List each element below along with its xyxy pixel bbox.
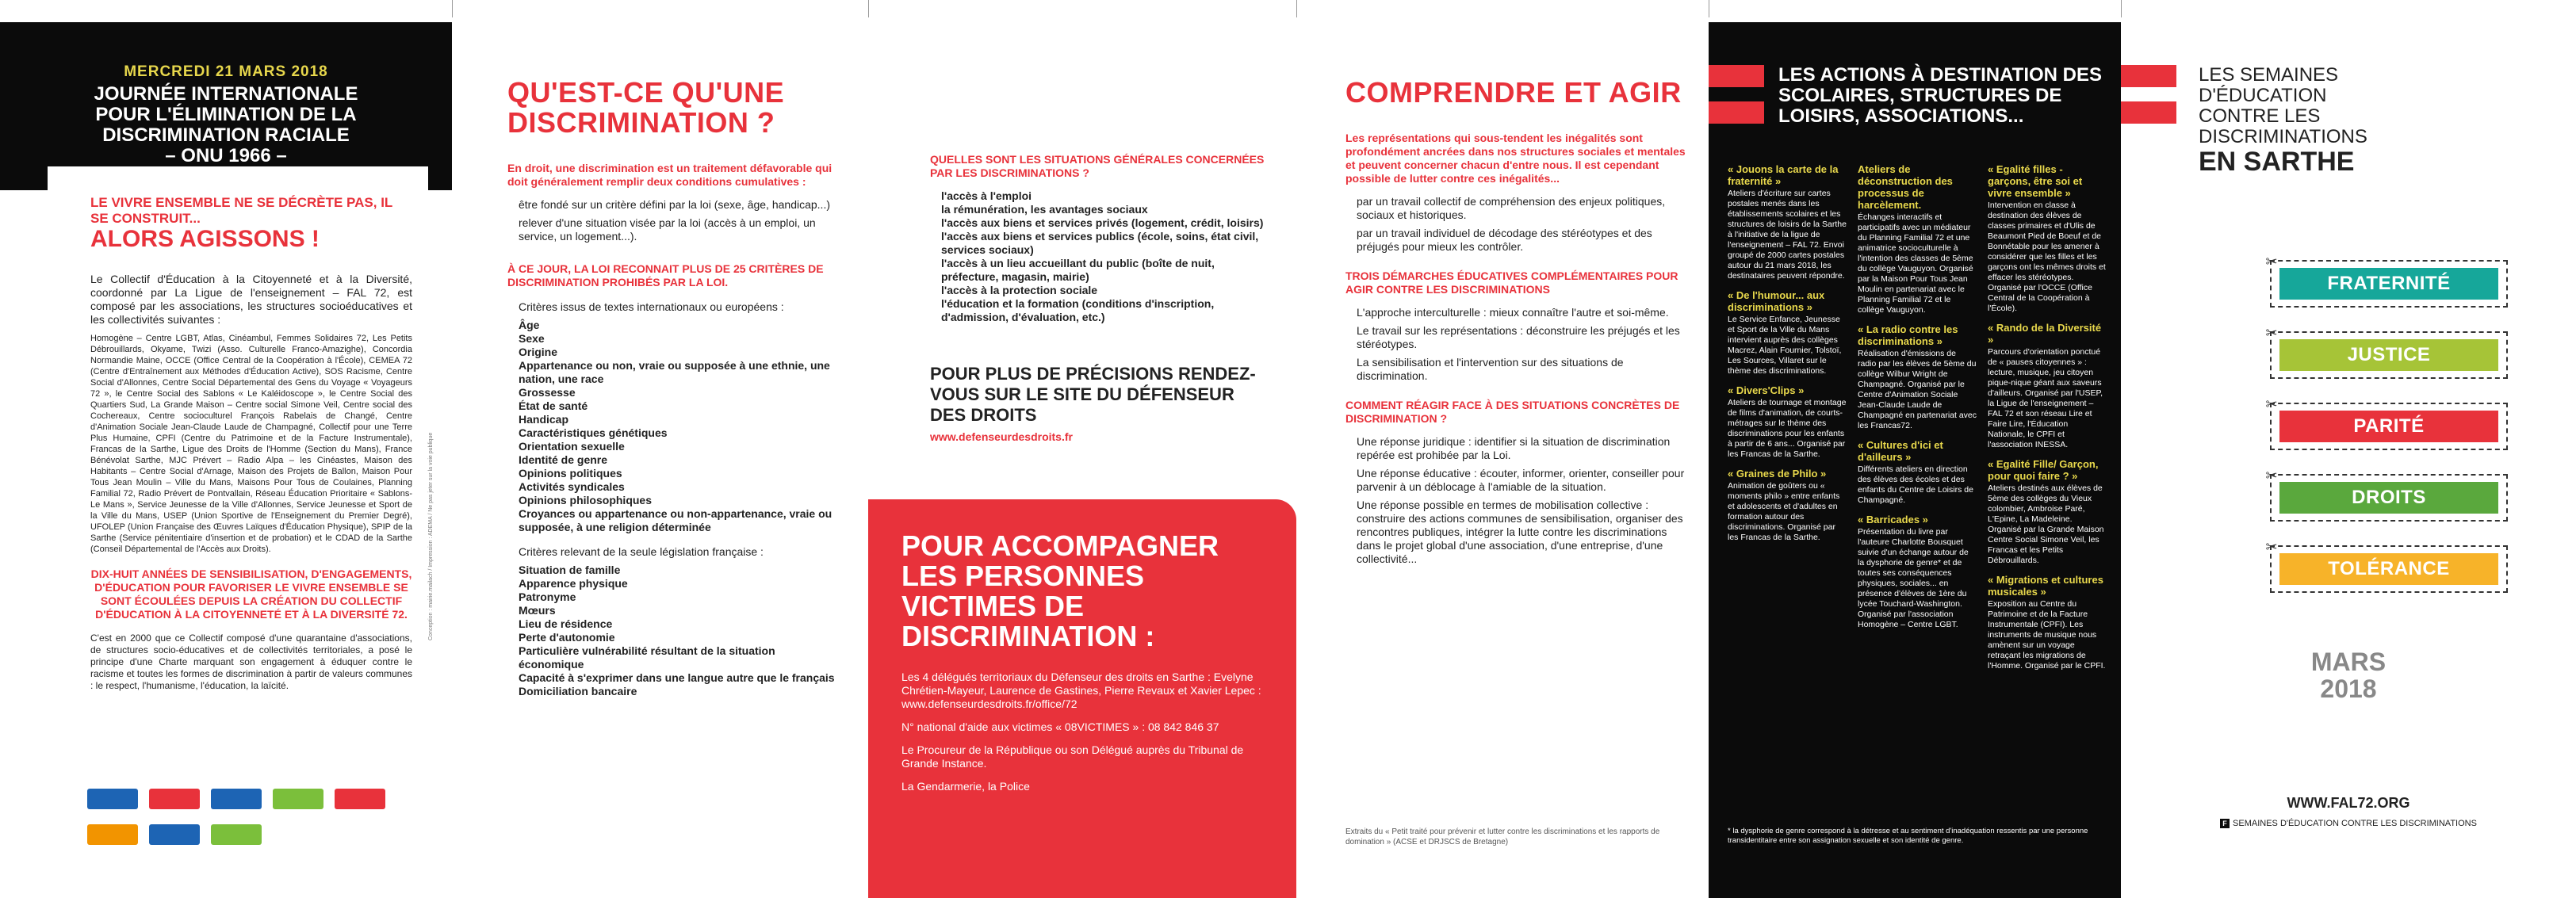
action-title: « Jouons la carte de la fraternité » bbox=[1728, 163, 1839, 187]
actions-column bbox=[1858, 155, 1977, 671]
value-label: JUSTICE bbox=[2279, 339, 2498, 371]
reponses-list bbox=[1357, 435, 1689, 566]
value-label: FRATERNITÉ bbox=[2279, 268, 2498, 300]
criteria-eu-intro: Critères issus de textes internationaux ou européens : bbox=[519, 300, 784, 313]
fold-mark bbox=[452, 0, 453, 17]
action-description: Exposition au Centre du Patrimoine et de la Facture Instrumentale (CPFI). Les instruments de musique nous amènent sur un voyage retraçant les migrations de l'Homme. Organisé par le CPFI. bbox=[1988, 599, 2106, 671]
value-label: PARITÉ bbox=[2279, 411, 2498, 442]
panel-definition bbox=[452, 22, 868, 898]
sources-note: Extraits du « Petit traité pour prévenir et lutter contre les discriminations et les rapports de domination » (ACSE et DRJSCS de Bretagne) bbox=[1345, 827, 1660, 846]
list-item: l'accès aux biens et services privés (logement, crédit, loisirs) bbox=[941, 216, 1264, 229]
action-description: Différents ateliers en direction des élèves des écoles et des enfants du Centre de Loisirs de Champagné. bbox=[1858, 464, 1973, 505]
criteria-subhead: À CE JOUR, LA LOI RECONNAIT PLUS DE 25 CRITÈRES DE DISCRIMINATION PROHIBÉS PAR LA LOI. bbox=[507, 262, 824, 289]
police-info: La Gendarmerie, la Police bbox=[901, 780, 1030, 793]
list-item: Particulière vulnérabilité résultant de la situation économique bbox=[519, 644, 775, 671]
list-item: Activités syndicales bbox=[519, 480, 625, 493]
procureur-info: Le Procureur de la République ou son Délégué auprès du Tribunal de Grande Instance. bbox=[901, 743, 1244, 770]
panel-cover-left bbox=[0, 22, 452, 898]
list-item: Origine bbox=[519, 346, 558, 358]
value-tag bbox=[2265, 467, 2508, 522]
actions-column bbox=[1988, 155, 2107, 671]
list-item: Domiciliation bancaire bbox=[519, 685, 637, 697]
action-title: Ateliers de déconstruction des processus de harcèlement. bbox=[1858, 163, 1953, 211]
fal72-website-link[interactable]: WWW.FAL72.ORG bbox=[2287, 795, 2410, 811]
list-item: L'approche interculturelle : mieux connaître l'autre et soi-même. bbox=[1357, 306, 1669, 319]
more-info-heading: POUR PLUS DE PRÉCISIONS RENDEZ-VOUS SUR LE SITE DU DÉFENSEUR DES DROITS bbox=[930, 364, 1256, 425]
partner-logo bbox=[149, 789, 200, 809]
fold-mark bbox=[2121, 0, 2122, 17]
action-title: « Graines de Philo » bbox=[1728, 468, 1827, 480]
action-description: Ateliers d'écriture sur cartes postales menés dans les établissements scolaires et les structures de loisirs de la Sarthe à l'initiative de la ligue de l'enseignement – FAL 72. Envoi groupé de 2000 cartes postales autour du 21 mars 2018, les destinataires peuvent répondre. bbox=[1728, 189, 1847, 281]
action-description: Ateliers destinés aux élèves de 5ème des collèges du Vieux colombier, Ambroise Paré, L'Epine, La Madeleine. Organisé par la Grande Maison Centre Social Simone Veil, les Francas et les Petits Débrouillards. bbox=[1988, 483, 2104, 565]
criteria-fr-intro: Critères relevant de la seule législation française : bbox=[519, 545, 764, 558]
list-item: Appartenance ou non, vraie ou supposée à une ethnie, une nation, une race bbox=[519, 359, 830, 385]
list-item: Opinions philosophiques bbox=[519, 494, 652, 506]
value-tag bbox=[2265, 538, 2508, 593]
conditions-list bbox=[519, 198, 836, 243]
facebook-link[interactable]: F SEMAINES D'ÉDUCATION CONTRE LES DISCRIMINATIONS bbox=[2121, 819, 2576, 828]
list-item: État de santé bbox=[519, 399, 588, 412]
victim-support-heading: POUR ACCOMPAGNER LES PERSONNES VICTIMES DE DISCRIMINATION : bbox=[901, 529, 1219, 652]
panel-actions bbox=[1709, 22, 2121, 898]
fold-mark bbox=[868, 0, 869, 17]
facebook-icon: F bbox=[2220, 819, 2230, 828]
list-item: Âge bbox=[519, 319, 540, 331]
list-item: Handicap bbox=[519, 413, 569, 426]
partner-logo bbox=[87, 824, 138, 845]
list-item: l'éducation et la formation (conditions d'inscription, d'admission, d'évaluation, etc.) bbox=[941, 297, 1215, 323]
agissons-head: ALORS AGISSONS ! bbox=[90, 226, 320, 252]
list-item: Croyances ou appartenance ou non-appartenance, vraie ou supposée, à une religion déterminée bbox=[519, 507, 833, 533]
comprendre-heading: COMPRENDRE ET AGIR bbox=[1345, 76, 1682, 109]
action-description: Échanges interactifs et participatifs avec un médiateur du Planning Familial 72 et une animatrice socioculturelle à l'intention des classes de 5ème du collège Vauguyon. Organisé par la Maison Pour Tous Jean Moulin en partenariat avec le Planning Familial 72 et le collège Vauguyon. bbox=[1858, 212, 1973, 315]
list-item: l'accès à un lieu accueillant du public (boîte de nuit, préfecture, magasin, mairie) bbox=[941, 257, 1215, 283]
value-tag bbox=[2265, 253, 2508, 308]
dysphorie-footnote: * la dysphorie de genre correspond à la détresse et au sentiment d'inadéquation ressentis par une personne transidentitaire entre son assignation sexuelle et son identité de genre. bbox=[1728, 827, 2088, 845]
list-item: par un travail collectif de compréhension des enjeux politiques, sociaux et historiques. bbox=[1357, 195, 1666, 221]
panel-comprendre bbox=[1296, 22, 1721, 898]
partner-logos bbox=[87, 785, 420, 848]
list-item: Mœurs bbox=[519, 604, 556, 617]
partner-logo bbox=[335, 789, 385, 809]
values-list bbox=[2265, 253, 2508, 617]
panel-cover-right bbox=[2121, 22, 2576, 898]
edition-date: MARS 2018 bbox=[2310, 648, 2387, 703]
value-tag bbox=[2265, 324, 2508, 379]
list-item: La sensibilisation et l'intervention sur des situations de discrimination. bbox=[1357, 356, 1624, 382]
semaines-title: LES SEMAINES D'ÉDUCATION CONTRE LES DISCRIMINATIONS EN SARTHE bbox=[2199, 64, 2367, 177]
demarches-subhead: TROIS DÉMARCHES ÉDUCATIVES COMPLÉMENTAIRES POUR AGIR CONTRE LES DISCRIMINATIONS bbox=[1345, 269, 1678, 296]
action-description: Réalisation d'émissions de radio par les élèves de 5ème du collège Wilbur Wright de Champagné. Organisé par le Centre d'Animation Sociale Jean-Claude Laude de Champagné en partenariat avec les Francas72. bbox=[1858, 349, 1977, 430]
list-item: Une réponse juridique : identifier si la situation de discrimination repérée est prohibée par la Loi. bbox=[1357, 435, 1671, 461]
reagir-subhead: COMMENT RÉAGIR FACE À DES SITUATIONS CONCRÈTES DE DISCRIMINATION ? bbox=[1345, 399, 1680, 425]
red-bars bbox=[1709, 65, 1764, 138]
list-item: par un travail individuel de décodage des stéréotypes et des préjugés pour mieux les contrôler. bbox=[1357, 227, 1652, 253]
list-item: la rémunération, les avantages sociaux bbox=[941, 203, 1148, 216]
list-item: Une réponse éducative : écouter, informer, orienter, conseiller pour parvenir à un déblocage à l'amiable de la situation. bbox=[1357, 467, 1685, 493]
vivre-ensemble-head: LE VIVRE ENSEMBLE NE SE DÉCRÈTE PAS, IL SE CONSTRUIT... bbox=[90, 195, 392, 226]
definition-heading: QU'EST-CE QU'UNE DISCRIMINATION ? bbox=[507, 76, 785, 139]
list-item: Le travail sur les représentations : déconstruire les préjugés et les stéréotypes. bbox=[1357, 324, 1680, 350]
par-list bbox=[1357, 195, 1689, 254]
action-title: « Cultures d'ici et d'ailleurs » bbox=[1858, 439, 1943, 463]
charter-paragraph: C'est en 2000 que ce Collectif composé d'une quarantaine d'associations, de structures socio-éducatives et de collectivités territoriales, a posé le principe d'une Charte marquant son engagement à éduquer contre le racisme et toutes les formes de discrimination à partir de valeurs communes : le respect, l'humanisme, l'éducation, la laïcité. bbox=[90, 632, 412, 691]
value-label: TOLÉRANCE bbox=[2279, 553, 2498, 585]
list-item: Orientation sexuelle bbox=[519, 440, 625, 453]
action-title: « De l'humour... aux discriminations » bbox=[1728, 289, 1825, 313]
situations-subhead: QUELLES SONT LES SITUATIONS GÉNÉRALES CONCERNÉES PAR LES DISCRIMINATIONS ? bbox=[930, 153, 1265, 179]
list-item: être fondé sur un critère défini par la loi (sexe, âge, handicap...) bbox=[519, 198, 830, 211]
list-item: Grossesse bbox=[519, 386, 576, 399]
situations-list bbox=[941, 189, 1265, 324]
action-title: « Migrations et cultures musicales » bbox=[1988, 574, 2103, 598]
scissors-icon: ✂ bbox=[2265, 253, 2278, 269]
action-title: « La radio contre les discriminations » bbox=[1858, 323, 1958, 347]
eighteen-years-statement: DIX-HUIT ANNÉES DE SENSIBILISATION, D'ENGAGEMENTS, D'ÉDUCATION POUR FAVORISER LE VIVRE ENSEMBLE SE SONT ÉCOULÉES DEPUIS LA CRÉATION DU COLLECTIF D'ÉDUCATION À LA CITOYENNETÉ ET À LA DIVERSITÉ 72. bbox=[90, 567, 412, 621]
action-title: « Rando de la Diversité » bbox=[1988, 322, 2102, 346]
victims-hotline: N° national d'aide aux victimes « 08VICTIMES » : 08 842 846 37 bbox=[901, 720, 1219, 733]
criteria-eu-list bbox=[519, 319, 836, 534]
action-title: « Egalité filles - garçons, être soi et vivre ensemble » bbox=[1988, 163, 2083, 199]
definition-intro: En droit, une discrimination est un traitement défavorable qui doit généralement remplir deux conditions cumulatives : bbox=[507, 162, 833, 188]
victim-support-box bbox=[868, 499, 1296, 898]
list-item: Capacité à s'exprimer dans une langue autre que le français bbox=[519, 671, 835, 684]
action-description: Le Service Enfance, Jeunesse et Sport de la Ville du Mans intervient auprès des collèges Macrez, Alain Fournier, Tolstoï, Les Sources, Villaret sur le thème des discriminations. bbox=[1728, 315, 1842, 376]
list-item: Apparence physique bbox=[519, 577, 628, 590]
list-item: Opinions politiques bbox=[519, 467, 622, 480]
action-title: « Barricades » bbox=[1858, 514, 1928, 525]
action-title: « Divers'Clips » bbox=[1728, 384, 1805, 396]
actions-columns bbox=[1728, 155, 2108, 671]
list-item: Identité de genre bbox=[519, 453, 608, 466]
members-list: Homogène – Centre LGBT, Atlas, Cinéambul, Femmes Solidaires 72, Les Petits Débrouillards, Okyame, Twizi (Asso. Culturelle Franco-Amazighe), Concordia Normandie Maine, OCCE (Office Central de la Coopération à l'École), CEMEA 72 (Centre d'Entraînement aux Méthodes d'Éducation Active), SOS Racisme, Centre Social d'Allonnes, Centre Social Départemental des Gens du Voyage « Voyageurs 72 », le Centre Social des Sablons « Le Kaléidoscope », le Centre Social des Quartiers Sud, La Grande Maison – Centre social Simone Veil, Centre social des Cochereaux, Centre socioculturel François Rabelais de Changé, Centre d'Animation Sociale Jean-Claude Laude de Champagné, Collectif pour une Terre Plus Humaine, CPFI (Centre du Patrimoine et de la Facture Instrumentale), Francas de la Sarthe, Ligue des Droits de l'Homme (Section du Mans), France Bénévolat Sarthe, MJC Prévert – Radio Alpa – les Cinéastes, Maison des Habitants – Centre Social d'Arnage, Maison des Projets de Ballon, Maison Pour Tous Jean Moulin – Ville du Mans, Maisons Pour Tous de Coulaines, Planning Familial 72, Radio Prévert de Pontvallain, Réseau Éducation Prioritaire « Sablons-Le Mans », Service Jeunesse de la Ville d'Allonnes, Service Jeunesse et Sport de la Ville du Mans, USEP (Union Sportive de l'Enseignement du Premier Degré), UFOLEP (Union Française des Œuvres Laïques d'Éducation Physique), SPIP de la Sarthe (Service pénitentiaire d'insertion et de probation) et le CDAD de la Sarthe (Conseil Départemental de l'Accès aux Droits). bbox=[90, 334, 412, 554]
value-tag bbox=[2265, 396, 2508, 450]
print-credits: Conception : mairie.mailach / Impression : ADEMA / Ne pas jeter sur la voie publique bbox=[428, 432, 434, 640]
scissors-icon: ✂ bbox=[2265, 538, 2278, 555]
list-item: Lieu de résidence bbox=[519, 617, 613, 630]
action-description: Présentation du livre par l'auteure Charlotte Bousquet suivie d'un échange autour de la dysphorie de genre* et de toutes ses conséquences physiques, sociales... en présence d'élèves de 1ère du lycée Touchard-Washington. Organisé par l'association Homogène – Centre LGBT. bbox=[1858, 527, 1969, 629]
panel-situations bbox=[868, 22, 1296, 898]
partner-logo bbox=[149, 824, 200, 845]
actions-column bbox=[1728, 155, 1847, 671]
list-item: Une réponse possible en termes de mobilisation collective : construire des actions communes de sensibilisation, organiser des rencontres publiques, intégrer la lutte contre les discriminations dans le projet global d'une association, d'une entreprise, d'une collectivité... bbox=[1357, 499, 1683, 565]
list-item: relever d'une situation visée par la loi (accès à un emploi, un service, un logement...). bbox=[519, 216, 816, 243]
partner-logo bbox=[211, 789, 262, 809]
actions-heading: LES ACTIONS À DESTINATION DES SCOLAIRES, STRUCTURES DE LOISIRS, ASSOCIATIONS... bbox=[1778, 64, 2103, 127]
value-label: DROITS bbox=[2279, 482, 2498, 514]
comprendre-intro: Les représentations qui sous-tendent les inégalités sont profondément ancrées dans nos structures sociales et mentales et peuvent concerner chacun d'entre nous. Il est cependant possible de lutter contre ces inégalités... bbox=[1345, 132, 1686, 185]
action-description: Parcours d'orientation ponctué de « pauses citoyennes » : lecture, musique, jeu citoyen pique-nique géant aux saveurs d'ailleurs. Organisé par l'USEP, la Ligue de l'enseignement – FAL 72 et son réseau Lire et Faire Lire, l'Éducation Nationale, le CPFI et l'association INESSA. bbox=[1988, 347, 2103, 449]
scissors-icon: ✂ bbox=[2265, 324, 2278, 341]
list-item: l'accès aux biens et services publics (école, soins, état civil, services sociaux) bbox=[941, 230, 1259, 256]
red-bars bbox=[2121, 65, 2176, 138]
list-item: l'accès à l'emploi bbox=[941, 189, 1032, 202]
partner-logo bbox=[87, 789, 138, 809]
list-item: l'accès à la protection sociale bbox=[941, 284, 1098, 296]
action-description: Animation de goûters ou « moments philo » entre enfants et adolescents et d'adultes en formation autour des discriminations. Organisé par les Francas de la Sarthe. bbox=[1728, 481, 1840, 542]
event-date: MERCREDI 21 MARS 2018 bbox=[124, 63, 328, 80]
defenseur-link[interactable]: www.defenseurdesdroits.fr bbox=[930, 430, 1073, 443]
action-description: Ateliers de tournage et montage de films d'animation, de courts-métrages sur le thème des discriminations pour les enfants à partir de 6 ans... Organisé par les Francas de la Sarthe. bbox=[1728, 398, 1847, 459]
list-item: Perte d'autonomie bbox=[519, 631, 615, 644]
hero-banner bbox=[0, 22, 452, 190]
scissors-icon: ✂ bbox=[2265, 396, 2278, 412]
partner-logo bbox=[273, 789, 323, 809]
collectif-intro: Le Collectif d'Éducation à la Citoyenneté et à la Diversité, coordonné par La Ligue de l'enseignement – FAL 72, est composé par les associations, les structures socioéducatives et les collectivités suivantes : bbox=[90, 273, 412, 326]
scissors-icon: ✂ bbox=[2265, 467, 2278, 483]
list-item: Sexe bbox=[519, 332, 545, 345]
fold-mark bbox=[1296, 0, 1297, 17]
criteria-fr-list bbox=[519, 564, 836, 698]
list-item: Caractéristiques génétiques bbox=[519, 426, 668, 439]
demarches-list bbox=[1357, 306, 1689, 383]
list-item: Patronyme bbox=[519, 590, 576, 603]
delegates-info: Les 4 délégués territoriaux du Défenseur des droits en Sarthe : Evelyne Chrétien-Mayeur, Laurence de Gastines, Pierre Revaux et Xavier Lepec : www.defenseurdesdroits.fr/office/72 bbox=[901, 671, 1261, 710]
list-item: Situation de famille bbox=[519, 564, 621, 576]
action-description: Intervention en classe à destination des élèves de classes primaires et d'Ulis de Beaumont Pied de Boeuf et de Bonnétable pour les amener à considérer que les filles et les garçons ont les mêmes droits et effacer les stéréotypes. Organisé par l'OCCE (Office Central de la Coopération à l'École). bbox=[1988, 201, 2106, 313]
cover-body bbox=[48, 166, 428, 872]
partner-logo bbox=[211, 824, 262, 845]
event-title: JOURNÉE INTERNATIONALE POUR L'ÉLIMINATION DE LA DISCRIMINATION RACIALE – ONU 1966 – bbox=[94, 83, 358, 166]
action-title: « Egalité Fille/ Garçon, pour quoi faire ? » bbox=[1988, 458, 2099, 482]
